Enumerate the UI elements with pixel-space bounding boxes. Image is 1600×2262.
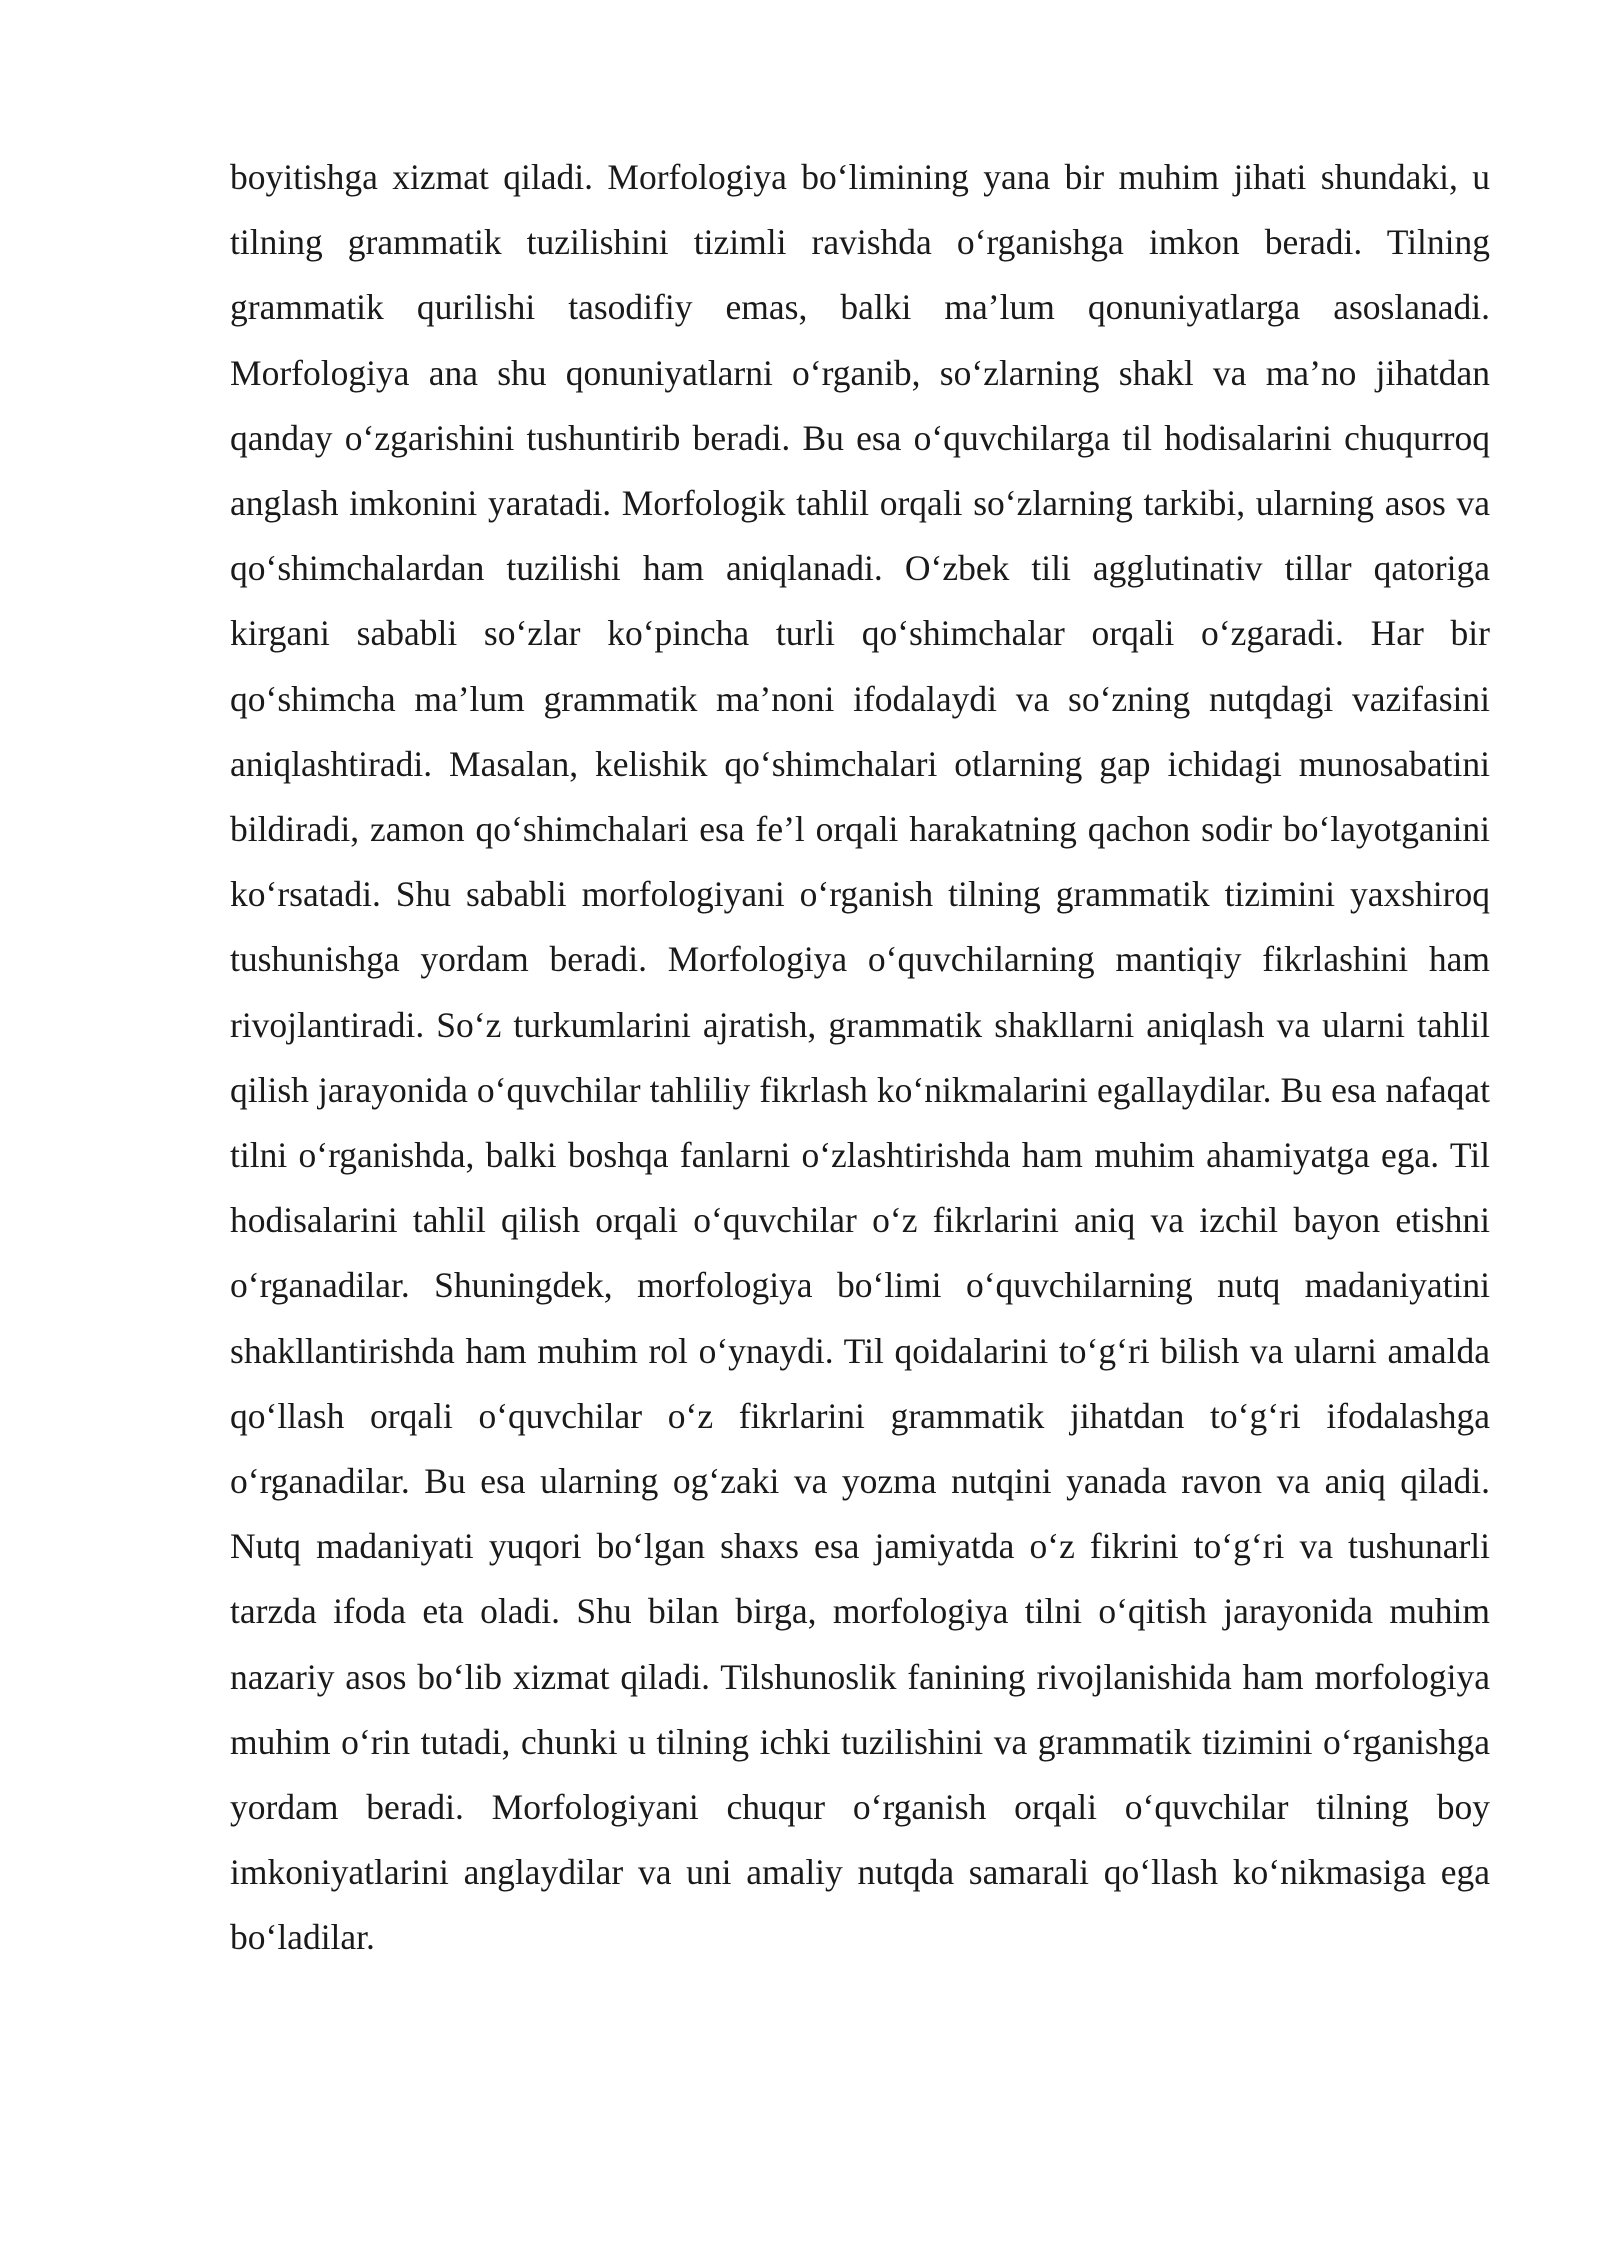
body-paragraph: boyitishga xizmat qiladi. Morfologiya bo‘limining yana bir muhim jihati shundaki, u tilning grammatik tuzilishini tizimli ravishda o‘rganishga imkon beradi. Tilning grammatik qurilishi tasodifiy emas, balki ma’lum qonuniyatlarga asoslanadi. Morfologiya ana shu qonuniyatlarni o‘rganib, so‘zlarning shakl va ma’no jihatdan qanday o‘zgarishini tushuntirib beradi. Bu esa o‘quvchilarga til hodisalarini chuqurroq anglash imkonini yaratadi. Morfologik tahlil orqali so‘zlarning tarkibi, ularning asos va qo‘shimchalardan tuzilishi ham aniqlanadi. O‘zbek tili agglutinativ tillar qatoriga kirgani sababli so‘zlar ko‘pincha turli qo‘shimchalar orqali o‘zgaradi. Har bir qo‘shimcha ma’lum grammatik ma’noni ifodalaydi va so‘zning nutqdagi vazifasini aniqlashtiradi. Masalan, kelishik qo‘shimchalari otlarning gap ichidagi munosabatini bildiradi, zamon qo‘shimchalari esa fe’l orqali harakatning qachon sodir bo‘layotganini ko‘rsatadi. Shu sababli morfologiyani o‘rganish tilning grammatik tizimini yaxshiroq tushunishga yordam beradi. Morfologiya o‘quvchilarning mantiqiy fikrlashini ham rivojlantiradi. So‘z turkumlarini ajratish, grammatik shakllarni aniqlash va ularni tahlil qilish jarayonida o‘quvchilar tahliliy fikrlash ko‘nikmalarini egallaydilar. Bu esa nafaqat tilni o‘rganishda, balki boshqa fanlarni o‘zlashtirishda ham muhim ahamiyatga ega. Til hodisalarini tahlil qilish orqali o‘quvchilar o‘z fikrlarini aniq va izchil bayon etishni o‘rganadilar. Shuningdek, morfologiya bo‘limi o‘quvchilarning nutq madaniyatini shakllantirishda ham muhim rol o‘ynaydi. Til qoidalarini to‘g‘ri bilish va ularni amalda qo‘llash orqali o‘quvchilar o‘z fikrlarini grammatik jihatdan to‘g‘ri ifodalashga o‘rganadilar. Bu esa ularning og‘zaki va yozma nutqini yanada ravon va aniq qiladi. Nutq madaniyati yuqori bo‘lgan shaxs esa jamiyatda o‘z fikrini to‘g‘ri va tushunarli tarzda ifoda eta oladi. Shu bilan birga, morfologiya tilni o‘qitish jarayonida muhim nazariy asos bo‘lib xizmat qiladi. Tilshunoslik fanining rivojlanishida ham morfologiya muhim o‘rin tutadi, chunki u tilning ichki tuzilishini va grammatik tizimini o‘rganishga yordam beradi. Morfologiyani chuqur o‘rganish orqali o‘quvchilar tilning boy imkoniyatlarini anglaydilar va uni amaliy nutqda samarali qo‘llash ko‘nikmasiga ega bo‘ladilar. — [230, 157, 1490, 1958]
